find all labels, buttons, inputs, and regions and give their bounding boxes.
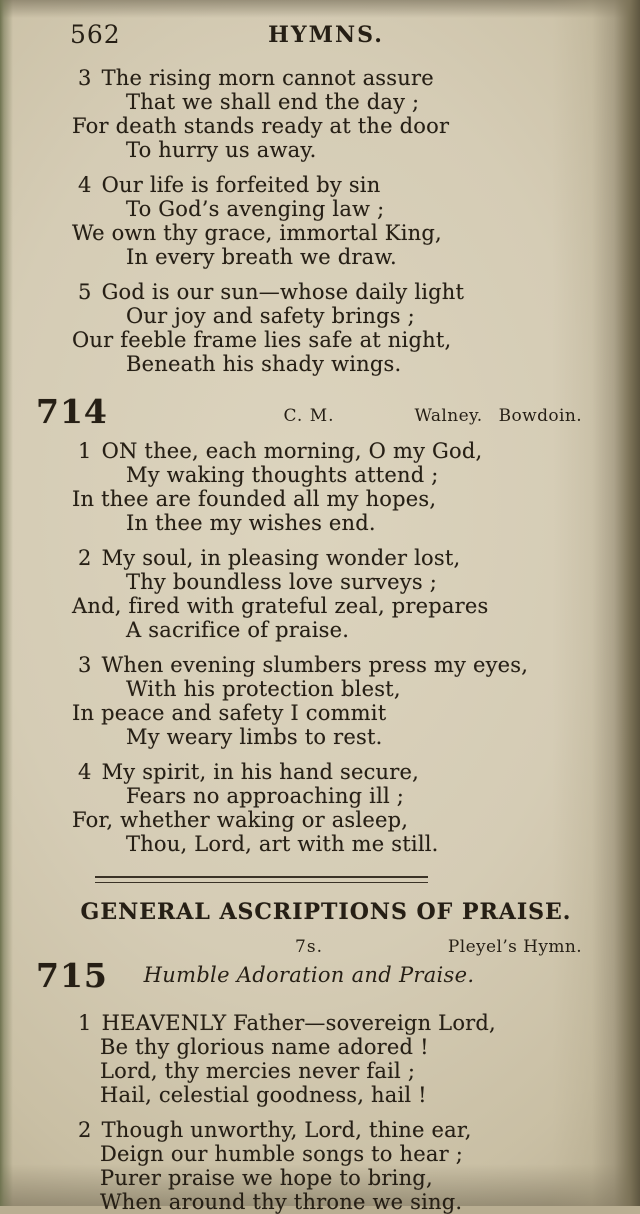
verse-line: We own thy grace, immortal King, [72, 221, 442, 245]
verse-line: Lord, thy mercies never fail ; [100, 1059, 416, 1083]
verse [70, 280, 582, 376]
hymn-meter: 7s. [295, 937, 323, 957]
verse-line: Our feeble frame lies safe at night, [72, 328, 452, 352]
tune-name: Walney. [414, 406, 483, 426]
verse-line: And, fired with grateful zeal, prepares [72, 594, 489, 618]
verse-line: Though unworthy, Lord, thine ear, [101, 1118, 472, 1142]
verse-number: 2 [78, 1118, 92, 1142]
verse-line: HEAVENLY Father—sovereign Lord, [101, 1011, 496, 1035]
verse-line: Purer praise we hope to bring, [100, 1166, 433, 1190]
verse [70, 1118, 582, 1214]
verse-line: My waking thoughts attend ; [126, 463, 439, 487]
verse-line: A sacrifice of praise. [126, 618, 350, 642]
verse [70, 173, 582, 269]
verse-line: Deign our humble songs to hear ; [100, 1142, 463, 1166]
page-header [70, 20, 582, 52]
verse-number: 3 [78, 653, 92, 677]
verse-line: ON thee, each morning, O my God, [101, 439, 483, 463]
verse [70, 653, 582, 749]
hymn-715 [36, 937, 582, 1214]
verse [70, 546, 582, 642]
tune-name: Bowdoin. [498, 406, 582, 426]
verse-line: Beneath his shady wings. [126, 352, 402, 376]
verse-line: To God’s avenging law ; [126, 197, 385, 221]
verse-line: Our life is forfeited by sin [101, 173, 381, 197]
verse-line: My soul, in pleasing wonder lost, [101, 546, 461, 570]
verse-number: 1 [78, 439, 92, 463]
verse-number: 3 [78, 66, 92, 90]
verse-line: Fears no approaching ill ; [126, 784, 405, 808]
hymn-tune-names [414, 406, 582, 426]
verse-number: 5 [78, 280, 92, 304]
verse-line: Hail, celestial goodness, hail ! [100, 1083, 427, 1107]
verse-line: For death stands ready at the door [72, 114, 450, 138]
verse [70, 66, 582, 162]
verse-line: My weary limbs to rest. [126, 725, 383, 749]
verse-line: My spirit, in his hand secure, [101, 760, 420, 784]
verse-line: To hurry us away. [126, 138, 317, 162]
verse-line: That we shall end the day ; [126, 90, 420, 114]
verse-number: 4 [78, 173, 92, 197]
verse-line: When around thy throne we sing. [100, 1190, 463, 1214]
verse [70, 760, 582, 856]
verse [70, 439, 582, 535]
verse-number: 4 [78, 760, 92, 784]
verse-line: Thy boundless love surveys ; [126, 570, 437, 594]
verse-line: In thee are founded all my hopes, [72, 487, 437, 511]
hymn-number: 715 [36, 956, 108, 995]
section-divider [95, 876, 428, 883]
verse-line: Thou, Lord, art with me still. [126, 832, 439, 856]
running-title: HYMNS. [268, 22, 384, 48]
verse-line: Our joy and safety brings ; [126, 304, 415, 328]
verse-line: When evening slumbers press my eyes, [101, 653, 529, 677]
hymn-714 [36, 387, 582, 856]
verse-line: The rising morn cannot assure [101, 66, 434, 90]
verse-line: In thee my wishes end. [126, 511, 376, 535]
hymn-714-header [36, 387, 582, 431]
verse-line: With his protection blest, [126, 677, 401, 701]
hymn-number: 714 [36, 392, 108, 431]
hymn-subtitle: Humble Adoration and Praise. [143, 963, 475, 987]
page-number: 562 [70, 20, 121, 49]
verse-line: In peace and safety I commit [72, 701, 387, 725]
verse-line: In every breath we draw. [126, 245, 397, 269]
verse [70, 1011, 582, 1107]
section-heading: GENERAL ASCRIPTIONS OF PRAISE. [80, 899, 572, 925]
verse-line: God is our sun—whose daily light [101, 280, 465, 304]
hymn-meter: C. M. [283, 406, 335, 426]
hymn-tune-names: Pleyel’s Hymn. [447, 937, 582, 957]
hymn-715-header [36, 937, 582, 1003]
verse-line: Be thy glorious name adored ! [100, 1035, 429, 1059]
verse-number: 2 [78, 546, 92, 570]
hymn-continued [70, 66, 582, 376]
verse-line: For, whether waking or asleep, [72, 808, 409, 832]
verse-number: 1 [78, 1011, 92, 1035]
